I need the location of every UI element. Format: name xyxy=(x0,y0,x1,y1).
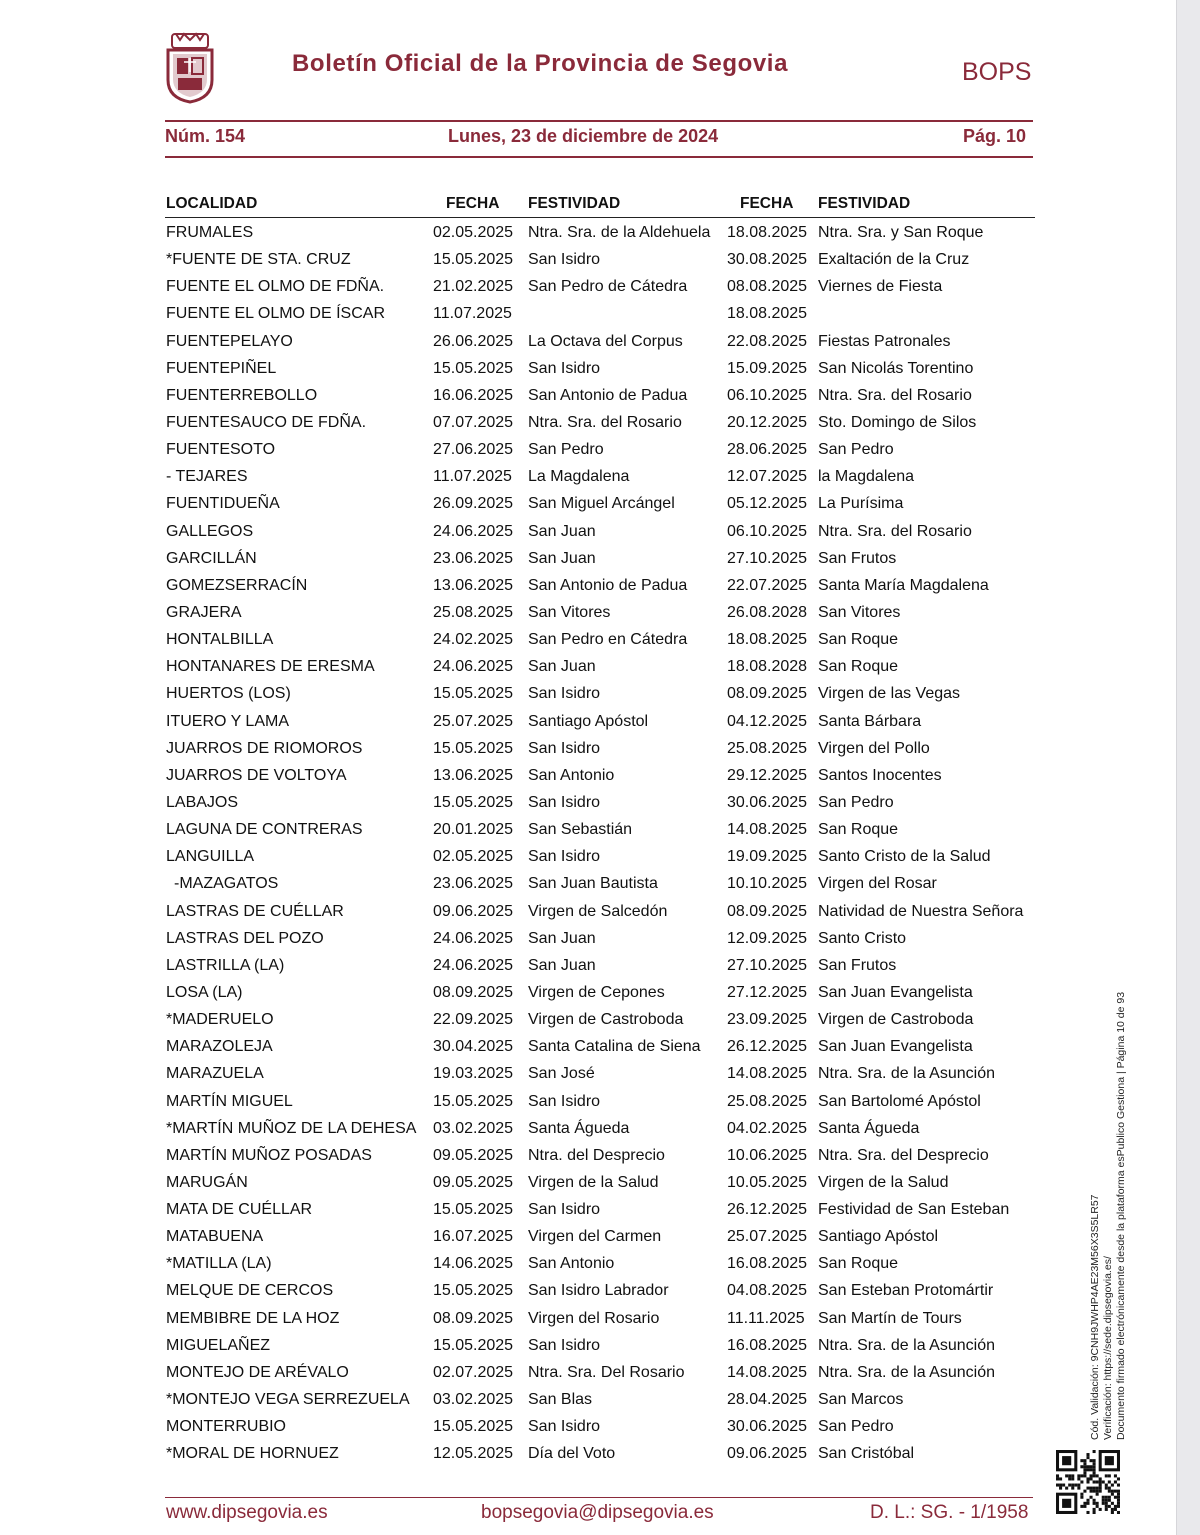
row-fecha-1: 09.06.2025 xyxy=(433,902,514,920)
row-fecha-2: 10.10.2025 xyxy=(727,875,808,893)
row-festividad-2: Santa Águeda xyxy=(818,1119,920,1137)
row-localidad: JUARROS DE VOLTOYA xyxy=(166,766,347,784)
row-fecha-2: 09.06.2025 xyxy=(727,1445,808,1463)
row-fecha-1: 24.06.2025 xyxy=(433,929,514,947)
row-fecha-2: 25.08.2025 xyxy=(727,739,808,757)
row-fecha-1: 30.04.2025 xyxy=(433,1038,514,1056)
row-fecha-1: 15.05.2025 xyxy=(433,1201,514,1219)
row-festividad-2: San Juan Evangelista xyxy=(818,983,973,1001)
row-localidad: MARAZOLEJA xyxy=(166,1038,273,1056)
row-fecha-1: 15.05.2025 xyxy=(433,251,514,269)
table-row xyxy=(0,274,1176,301)
table-row xyxy=(0,1278,1176,1305)
row-festividad-2: Santa Bárbara xyxy=(818,712,922,730)
row-fecha-2: 12.07.2025 xyxy=(727,468,808,486)
row-localidad: LAGUNA DE CONTRERAS xyxy=(166,821,363,839)
table-row xyxy=(0,600,1176,627)
row-festividad-1: Virgen del Rosario xyxy=(528,1309,660,1327)
row-festividad-1: Virgen de Salcedón xyxy=(528,902,668,920)
row-localidad: -MAZAGATOS xyxy=(174,875,279,893)
table-row xyxy=(0,1034,1176,1061)
row-fecha-1: 08.09.2025 xyxy=(433,983,514,1001)
row-festividad-2: San Martín de Tours xyxy=(818,1309,962,1327)
row-festividad-2: Virgen de las Vegas xyxy=(818,685,961,703)
table-row xyxy=(0,899,1176,926)
row-festividad-2: San Roque xyxy=(818,658,899,676)
table-row xyxy=(0,329,1176,356)
row-localidad: FUENTE EL OLMO DE FDÑA. xyxy=(166,278,385,296)
row-localidad: HUERTOS (LOS) xyxy=(166,685,291,703)
verification-url: Verificación: https://sede.dipsegovia.es/ xyxy=(1102,1256,1114,1440)
row-fecha-2: 28.06.2025 xyxy=(727,441,808,459)
row-festividad-2: San Roque xyxy=(818,631,899,649)
row-festividad-1: San Antonio xyxy=(528,1255,615,1273)
row-fecha-2: 18.08.2028 xyxy=(727,658,808,676)
issue-date: Lunes, 23 de diciembre de 2024 xyxy=(448,126,719,146)
row-festividad-1: Santa Catalina de Siena xyxy=(528,1038,701,1056)
bulletin-title-text: Boletín Oficial de la Provincia de Segovia xyxy=(292,50,789,77)
row-fecha-2: 27.10.2025 xyxy=(727,956,808,974)
row-fecha-1: 25.08.2025 xyxy=(433,603,514,621)
row-fecha-2: 08.09.2025 xyxy=(727,685,808,703)
row-fecha-1: 15.05.2025 xyxy=(433,739,514,757)
table-row xyxy=(0,953,1176,980)
row-localidad: FUENTESOTO xyxy=(166,441,276,459)
row-localidad: FUENTEPIÑEL xyxy=(166,359,277,377)
row-festividad-1: San Juan xyxy=(528,929,596,947)
row-localidad: HONTANARES DE ERESMA xyxy=(166,658,375,676)
row-festividad-1: San Juan xyxy=(528,956,596,974)
table-row xyxy=(0,1333,1176,1360)
row-festividad-1: San Juan xyxy=(528,522,596,540)
festivities-table xyxy=(0,220,1176,1468)
row-localidad: MEMBIBRE DE LA HOZ xyxy=(166,1309,340,1327)
row-festividad-1: San Antonio de Padua xyxy=(528,576,688,594)
row-festividad-2: San Juan Evangelista xyxy=(818,1038,973,1056)
row-localidad: *FUENTE DE STA. CRUZ xyxy=(166,251,351,269)
row-festividad-1: San Sebastián xyxy=(528,821,633,839)
row-localidad: MIGUELAÑEZ xyxy=(166,1336,271,1354)
row-festividad-2: Ntra. Sra. del Desprecio xyxy=(818,1146,989,1164)
row-festividad-2: San Marcos xyxy=(818,1391,904,1409)
row-fecha-1: 16.06.2025 xyxy=(433,386,514,404)
row-fecha-2: 23.09.2025 xyxy=(727,1011,808,1029)
table-row xyxy=(0,573,1176,600)
row-festividad-1: San Vitores xyxy=(528,603,611,621)
row-localidad: LASTRAS DEL POZO xyxy=(166,929,324,947)
row-localidad: LABAJOS xyxy=(166,793,239,811)
table-row xyxy=(0,1387,1176,1414)
row-localidad: - TEJARES xyxy=(166,468,248,486)
table-row xyxy=(0,1224,1176,1251)
table-row xyxy=(0,247,1176,274)
row-fecha-2: 16.08.2025 xyxy=(727,1336,808,1354)
row-festividad-1: San Isidro xyxy=(528,793,601,811)
column-header-fecha-2: FECHA xyxy=(740,195,794,212)
row-festividad-1: San Isidro xyxy=(528,685,601,703)
row-fecha-1: 23.06.2025 xyxy=(433,549,514,567)
row-festividad-2: Santos Inocentes xyxy=(818,766,942,784)
row-festividad-1: San Miguel Arcángel xyxy=(528,495,675,513)
row-localidad: FUENTE EL OLMO DE ÍSCAR xyxy=(166,305,385,323)
row-localidad: GOMEZSERRACÍN xyxy=(166,576,308,594)
table-row xyxy=(0,709,1176,736)
row-fecha-2: 14.08.2025 xyxy=(727,821,808,839)
row-localidad: GALLEGOS xyxy=(166,522,254,540)
row-festividad-2: San Pedro xyxy=(818,793,894,811)
page-number: Pág. 10 xyxy=(963,126,1027,146)
table-row xyxy=(0,1251,1176,1278)
row-festividad-2: San Nicolás Torentino xyxy=(818,359,974,377)
table-row xyxy=(0,871,1176,898)
footer-website[interactable]: www.dipsegovia.es xyxy=(166,1502,328,1523)
row-fecha-1: 02.05.2025 xyxy=(433,848,514,866)
row-festividad-2: Santiago Apóstol xyxy=(818,1228,939,1246)
row-fecha-1: 26.06.2025 xyxy=(433,332,514,350)
table-row xyxy=(0,736,1176,763)
row-localidad: *MORAL DE HORNUEZ xyxy=(166,1445,339,1463)
table-row xyxy=(0,1007,1176,1034)
row-fecha-1: 15.05.2025 xyxy=(433,359,514,377)
footer-rule xyxy=(165,1497,1033,1498)
table-row xyxy=(0,220,1176,247)
row-fecha-2: 06.10.2025 xyxy=(727,522,808,540)
row-fecha-1: 15.05.2025 xyxy=(433,1336,514,1354)
row-fecha-2: 10.06.2025 xyxy=(727,1146,808,1164)
row-fecha-2: 20.12.2025 xyxy=(727,413,808,431)
row-festividad-2: Santo Cristo de la Salud xyxy=(818,848,991,866)
row-fecha-1: 08.09.2025 xyxy=(433,1309,514,1327)
row-localidad: GARCILLÁN xyxy=(166,549,257,567)
row-festividad-1: San Juan Bautista xyxy=(528,875,658,893)
row-fecha-1: 24.06.2025 xyxy=(433,956,514,974)
qr-code-icon xyxy=(1056,1450,1120,1514)
row-festividad-2: Ntra. Sra. del Rosario xyxy=(818,386,972,404)
row-fecha-1: 15.05.2025 xyxy=(433,1418,514,1436)
table-row xyxy=(0,926,1176,953)
row-festividad-1: Ntra. Sra. de la Aldehuela xyxy=(528,224,711,241)
row-fecha-2: 04.02.2025 xyxy=(727,1119,808,1137)
row-localidad: *MONTEJO VEGA SERREZUELA xyxy=(166,1391,410,1409)
row-festividad-2: Ntra. Sra. de la Asunción xyxy=(818,1065,995,1083)
row-festividad-1: San Antonio xyxy=(528,766,615,784)
table-row xyxy=(0,464,1176,491)
row-festividad-2: San Cristóbal xyxy=(818,1445,915,1463)
row-fecha-1: 02.05.2025 xyxy=(433,224,514,241)
row-fecha-1: 16.07.2025 xyxy=(433,1228,514,1246)
row-fecha-2: 30.08.2025 xyxy=(727,251,808,269)
row-festividad-1: San Antonio de Padua xyxy=(528,386,688,404)
row-localidad: MATA DE CUÉLLAR xyxy=(166,1201,313,1219)
row-fecha-2: 30.06.2025 xyxy=(727,1418,808,1436)
row-localidad: *MATILLA (LA) xyxy=(166,1255,272,1273)
row-localidad: JUARROS DE RIOMOROS xyxy=(166,739,363,757)
row-fecha-1: 15.05.2025 xyxy=(433,793,514,811)
row-festividad-1: San Isidro xyxy=(528,1092,601,1110)
column-header-festividad-2: FESTIVIDAD xyxy=(818,195,911,212)
signature-note: Documento firmado electrónicamente desde la plataforma esPublico Gestiona | Página 10 de 93 xyxy=(1115,991,1127,1440)
header-rule-bottom xyxy=(165,156,1033,158)
row-localidad: FUENTERREBOLLO xyxy=(166,386,318,404)
row-festividad-1: Ntra. del Desprecio xyxy=(528,1146,665,1164)
row-festividad-2: Exaltación de la Cruz xyxy=(818,251,970,269)
row-festividad-2: la Magdalena xyxy=(818,468,915,486)
table-row xyxy=(0,356,1176,383)
row-fecha-2: 08.08.2025 xyxy=(727,278,808,296)
row-fecha-2: 15.09.2025 xyxy=(727,359,808,377)
row-fecha-1: 27.06.2025 xyxy=(433,441,514,459)
footer-legal-deposit: D. L.: SG. - 1/1958 xyxy=(870,1502,1029,1523)
row-localidad: HONTALBILLA xyxy=(166,631,274,649)
row-festividad-2: Ntra. Sra. y San Roque xyxy=(818,224,984,241)
table-row xyxy=(0,844,1176,871)
row-festividad-1: Virgen de Cepones xyxy=(528,983,665,1001)
row-festividad-1: San Isidro xyxy=(528,1418,601,1436)
row-festividad-1: San Isidro xyxy=(528,739,601,757)
row-festividad-2: Viernes de Fiesta xyxy=(818,278,943,296)
table-row xyxy=(0,1360,1176,1387)
row-festividad-2: Virgen del Pollo xyxy=(818,739,930,757)
row-fecha-2: 29.12.2025 xyxy=(727,766,808,784)
row-fecha-2: 05.12.2025 xyxy=(727,495,808,513)
row-fecha-2: 22.08.2025 xyxy=(727,332,808,350)
row-festividad-2: Santo Cristo xyxy=(818,929,907,947)
table-row xyxy=(0,410,1176,437)
table-row xyxy=(0,790,1176,817)
row-fecha-1: 12.05.2025 xyxy=(433,1445,514,1463)
row-localidad: MARTÍN MUÑOZ POSADAS xyxy=(166,1146,372,1164)
row-fecha-2: 18.08.2025 xyxy=(727,631,808,649)
row-festividad-2: Ntra. Sra. de la Asunción xyxy=(818,1336,995,1354)
row-festividad-2: Virgen de Castroboda xyxy=(818,1011,974,1029)
row-fecha-2: 04.12.2025 xyxy=(727,712,808,730)
header-rule-top xyxy=(165,120,1033,122)
row-fecha-1: 15.05.2025 xyxy=(433,685,514,703)
row-festividad-1: San Isidro xyxy=(528,1336,601,1354)
table-row xyxy=(0,546,1176,573)
table-row xyxy=(0,681,1176,708)
row-fecha-1: 25.07.2025 xyxy=(433,712,514,730)
row-fecha-2: 14.08.2025 xyxy=(727,1363,808,1381)
bops-abbreviation: BOPS xyxy=(962,58,1032,86)
row-fecha-1: 21.02.2025 xyxy=(433,278,514,296)
row-festividad-1: La Octava del Corpus xyxy=(528,332,683,350)
row-localidad: MARTÍN MIGUEL xyxy=(166,1092,293,1110)
row-festividad-2: Santa María Magdalena xyxy=(818,576,989,594)
row-localidad: LANGUILLA xyxy=(166,848,255,866)
row-localidad: MARAZUELA xyxy=(166,1065,264,1083)
row-localidad: MELQUE DE CERCOS xyxy=(166,1282,334,1300)
row-fecha-1: 23.06.2025 xyxy=(433,875,514,893)
table-row xyxy=(0,383,1176,410)
row-fecha-2: 28.04.2025 xyxy=(727,1391,808,1409)
row-fecha-1: 15.05.2025 xyxy=(433,1092,514,1110)
row-localidad: MATABUENA xyxy=(166,1228,264,1246)
row-fecha-2: 27.10.2025 xyxy=(727,549,808,567)
row-localidad: MARUGÁN xyxy=(166,1173,248,1191)
row-localidad: GRAJERA xyxy=(166,603,242,621)
row-fecha-1: 24.06.2025 xyxy=(433,522,514,540)
row-festividad-2: San Bartolomé Apóstol xyxy=(818,1092,981,1110)
table-row xyxy=(0,1089,1176,1116)
row-fecha-2: 27.12.2025 xyxy=(727,983,808,1001)
row-localidad: *MADERUELO xyxy=(166,1011,274,1029)
table-row xyxy=(0,1143,1176,1170)
row-localidad: ITUERO Y LAMA xyxy=(166,712,289,730)
row-festividad-2: San Esteban Protomártir xyxy=(818,1282,994,1300)
row-festividad-2: Sto. Domingo de Silos xyxy=(818,413,977,431)
row-festividad-2: San Vitores xyxy=(818,603,901,621)
row-festividad-2: Virgen del Rosar xyxy=(818,875,937,893)
row-festividad-2: Fiestas Patronales xyxy=(818,332,951,350)
coat-of-arms-icon xyxy=(164,32,216,104)
table-row xyxy=(0,1170,1176,1197)
row-festividad-2: Natividad de Nuestra Señora xyxy=(818,902,1024,920)
row-fecha-1: 02.07.2025 xyxy=(433,1363,514,1381)
row-fecha-2: 04.08.2025 xyxy=(727,1282,808,1300)
row-fecha-1: 09.05.2025 xyxy=(433,1146,514,1164)
row-localidad: LASTRAS DE CUÉLLAR xyxy=(166,902,344,920)
row-fecha-2: 25.07.2025 xyxy=(727,1228,808,1246)
table-row xyxy=(0,763,1176,790)
row-fecha-1: 11.07.2025 xyxy=(433,468,512,486)
table-row xyxy=(0,1441,1176,1468)
row-localidad: FRUMALES xyxy=(166,224,254,241)
table-row xyxy=(0,1116,1176,1143)
row-festividad-1: San Pedro en Cátedra xyxy=(528,631,688,649)
row-festividad-2: San Roque xyxy=(818,1255,899,1273)
row-fecha-2: 10.05.2025 xyxy=(727,1173,808,1191)
row-fecha-1: 13.06.2025 xyxy=(433,766,514,784)
row-fecha-2: 22.07.2025 xyxy=(727,576,808,594)
row-fecha-2: 12.09.2025 xyxy=(727,929,808,947)
table-row xyxy=(0,1061,1176,1088)
row-festividad-1: San Isidro xyxy=(528,848,601,866)
row-festividad-1: San Blas xyxy=(528,1391,593,1409)
row-festividad-1: Santiago Apóstol xyxy=(528,712,649,730)
row-festividad-2: Festividad de San Esteban xyxy=(818,1201,1010,1219)
row-fecha-2: 18.08.2025 xyxy=(727,224,808,241)
row-festividad-1: La Magdalena xyxy=(528,468,630,486)
row-festividad-2: San Pedro xyxy=(818,441,894,459)
row-fecha-1: 07.07.2025 xyxy=(433,413,514,431)
column-header-fecha-1: FECHA xyxy=(446,195,500,212)
row-fecha-1: 22.09.2025 xyxy=(433,1011,514,1029)
validation-note xyxy=(1089,940,1128,1440)
row-fecha-2: 16.08.2025 xyxy=(727,1255,808,1273)
column-header-localidad: LOCALIDAD xyxy=(166,195,258,212)
row-festividad-2: San Pedro xyxy=(818,1418,894,1436)
row-festividad-1: San Isidro Labrador xyxy=(528,1282,669,1300)
row-fecha-2: 06.10.2025 xyxy=(727,386,808,404)
row-festividad-2: La Purísima xyxy=(818,495,904,513)
row-localidad: MONTERRUBIO xyxy=(166,1418,286,1436)
row-festividad-2: Virgen de la Salud xyxy=(818,1173,949,1191)
row-fecha-1: 03.02.2025 xyxy=(433,1119,514,1137)
row-festividad-2: Ntra. Sra. del Rosario xyxy=(818,522,972,540)
row-fecha-2: 26.08.2028 xyxy=(727,603,808,621)
row-festividad-1: Virgen de la Salud xyxy=(528,1173,659,1191)
row-festividad-1: Día del Voto xyxy=(528,1445,616,1463)
row-festividad-2: Ntra. Sra. de la Asunción xyxy=(818,1363,995,1381)
table-row xyxy=(0,519,1176,546)
row-localidad: *MARTÍN MUÑOZ DE LA DEHESA xyxy=(166,1119,417,1137)
row-localidad: FUENTIDUEÑA xyxy=(166,495,280,513)
table-row xyxy=(0,437,1176,464)
row-festividad-1: San Juan xyxy=(528,549,596,567)
table-row xyxy=(0,1306,1176,1333)
row-festividad-1: San Isidro xyxy=(528,251,601,269)
row-fecha-2: 25.08.2025 xyxy=(727,1092,808,1110)
table-row xyxy=(0,980,1176,1007)
table-row xyxy=(0,654,1176,681)
row-festividad-1: Ntra. Sra. del Rosario xyxy=(528,413,682,431)
row-festividad-1: San José xyxy=(528,1065,595,1083)
column-header-festividad-1: FESTIVIDAD xyxy=(528,195,621,212)
row-fecha-1: 14.06.2025 xyxy=(433,1255,514,1273)
row-festividad-1: Virgen del Carmen xyxy=(528,1228,662,1246)
row-festividad-1: San Isidro xyxy=(528,1201,601,1219)
row-festividad-1: Santa Águeda xyxy=(528,1119,630,1137)
row-festividad-2: San Roque xyxy=(818,821,899,839)
row-festividad-2: San Frutos xyxy=(818,549,897,567)
row-localidad: FUENTESAUCO DE FDÑA. xyxy=(166,413,367,431)
row-festividad-1: Ntra. Sra. Del Rosario xyxy=(528,1363,685,1381)
table-row xyxy=(0,627,1176,654)
table-row xyxy=(0,301,1176,328)
row-localidad: LOSA (LA) xyxy=(166,983,243,1001)
validation-code: Cód. Validación: 9CNH9JWHP4AE23M56X3S5LR57 xyxy=(1089,1194,1101,1440)
row-festividad-1: San Isidro xyxy=(528,359,601,377)
row-localidad: LASTRILLA (LA) xyxy=(166,956,285,974)
table-header-rule xyxy=(165,217,1035,218)
row-fecha-2: 18.08.2025 xyxy=(727,305,808,323)
row-fecha-2: 11.11.2025 xyxy=(727,1309,805,1327)
row-fecha-1: 24.06.2025 xyxy=(433,658,514,676)
row-fecha-1: 19.03.2025 xyxy=(433,1065,514,1083)
table-row xyxy=(0,1197,1176,1224)
table-row xyxy=(0,1414,1176,1441)
bulletin-title xyxy=(292,50,788,78)
table-row xyxy=(0,817,1176,844)
row-festividad-1: San Pedro de Cátedra xyxy=(528,278,688,296)
footer-email[interactable]: bopsegovia@dipsegovia.es xyxy=(481,1502,714,1523)
row-localidad: FUENTEPELAYO xyxy=(166,332,293,350)
row-fecha-1: 03.02.2025 xyxy=(433,1391,514,1409)
row-fecha-2: 26.12.2025 xyxy=(727,1038,808,1056)
row-fecha-1: 20.01.2025 xyxy=(433,821,514,839)
row-fecha-2: 30.06.2025 xyxy=(727,793,808,811)
row-localidad: MONTEJO DE ARÉVALO xyxy=(166,1363,349,1381)
row-fecha-1: 15.05.2025 xyxy=(433,1282,514,1300)
row-festividad-2: San Frutos xyxy=(818,956,897,974)
row-festividad-1: San Juan xyxy=(528,658,596,676)
row-fecha-2: 19.09.2025 xyxy=(727,848,808,866)
row-fecha-1: 11.07.2025 xyxy=(433,305,512,323)
row-fecha-2: 26.12.2025 xyxy=(727,1201,808,1219)
row-fecha-2: 08.09.2025 xyxy=(727,902,808,920)
row-fecha-1: 13.06.2025 xyxy=(433,576,514,594)
row-fecha-1: 26.09.2025 xyxy=(433,495,514,513)
row-festividad-1: San Pedro xyxy=(528,441,604,459)
row-fecha-2: 14.08.2025 xyxy=(727,1065,808,1083)
row-fecha-1: 24.02.2025 xyxy=(433,631,514,649)
row-festividad-1: Virgen de Castroboda xyxy=(528,1011,684,1029)
table-row xyxy=(0,491,1176,518)
issue-number: Núm. 154 xyxy=(165,126,246,146)
row-fecha-1: 09.05.2025 xyxy=(433,1173,514,1191)
